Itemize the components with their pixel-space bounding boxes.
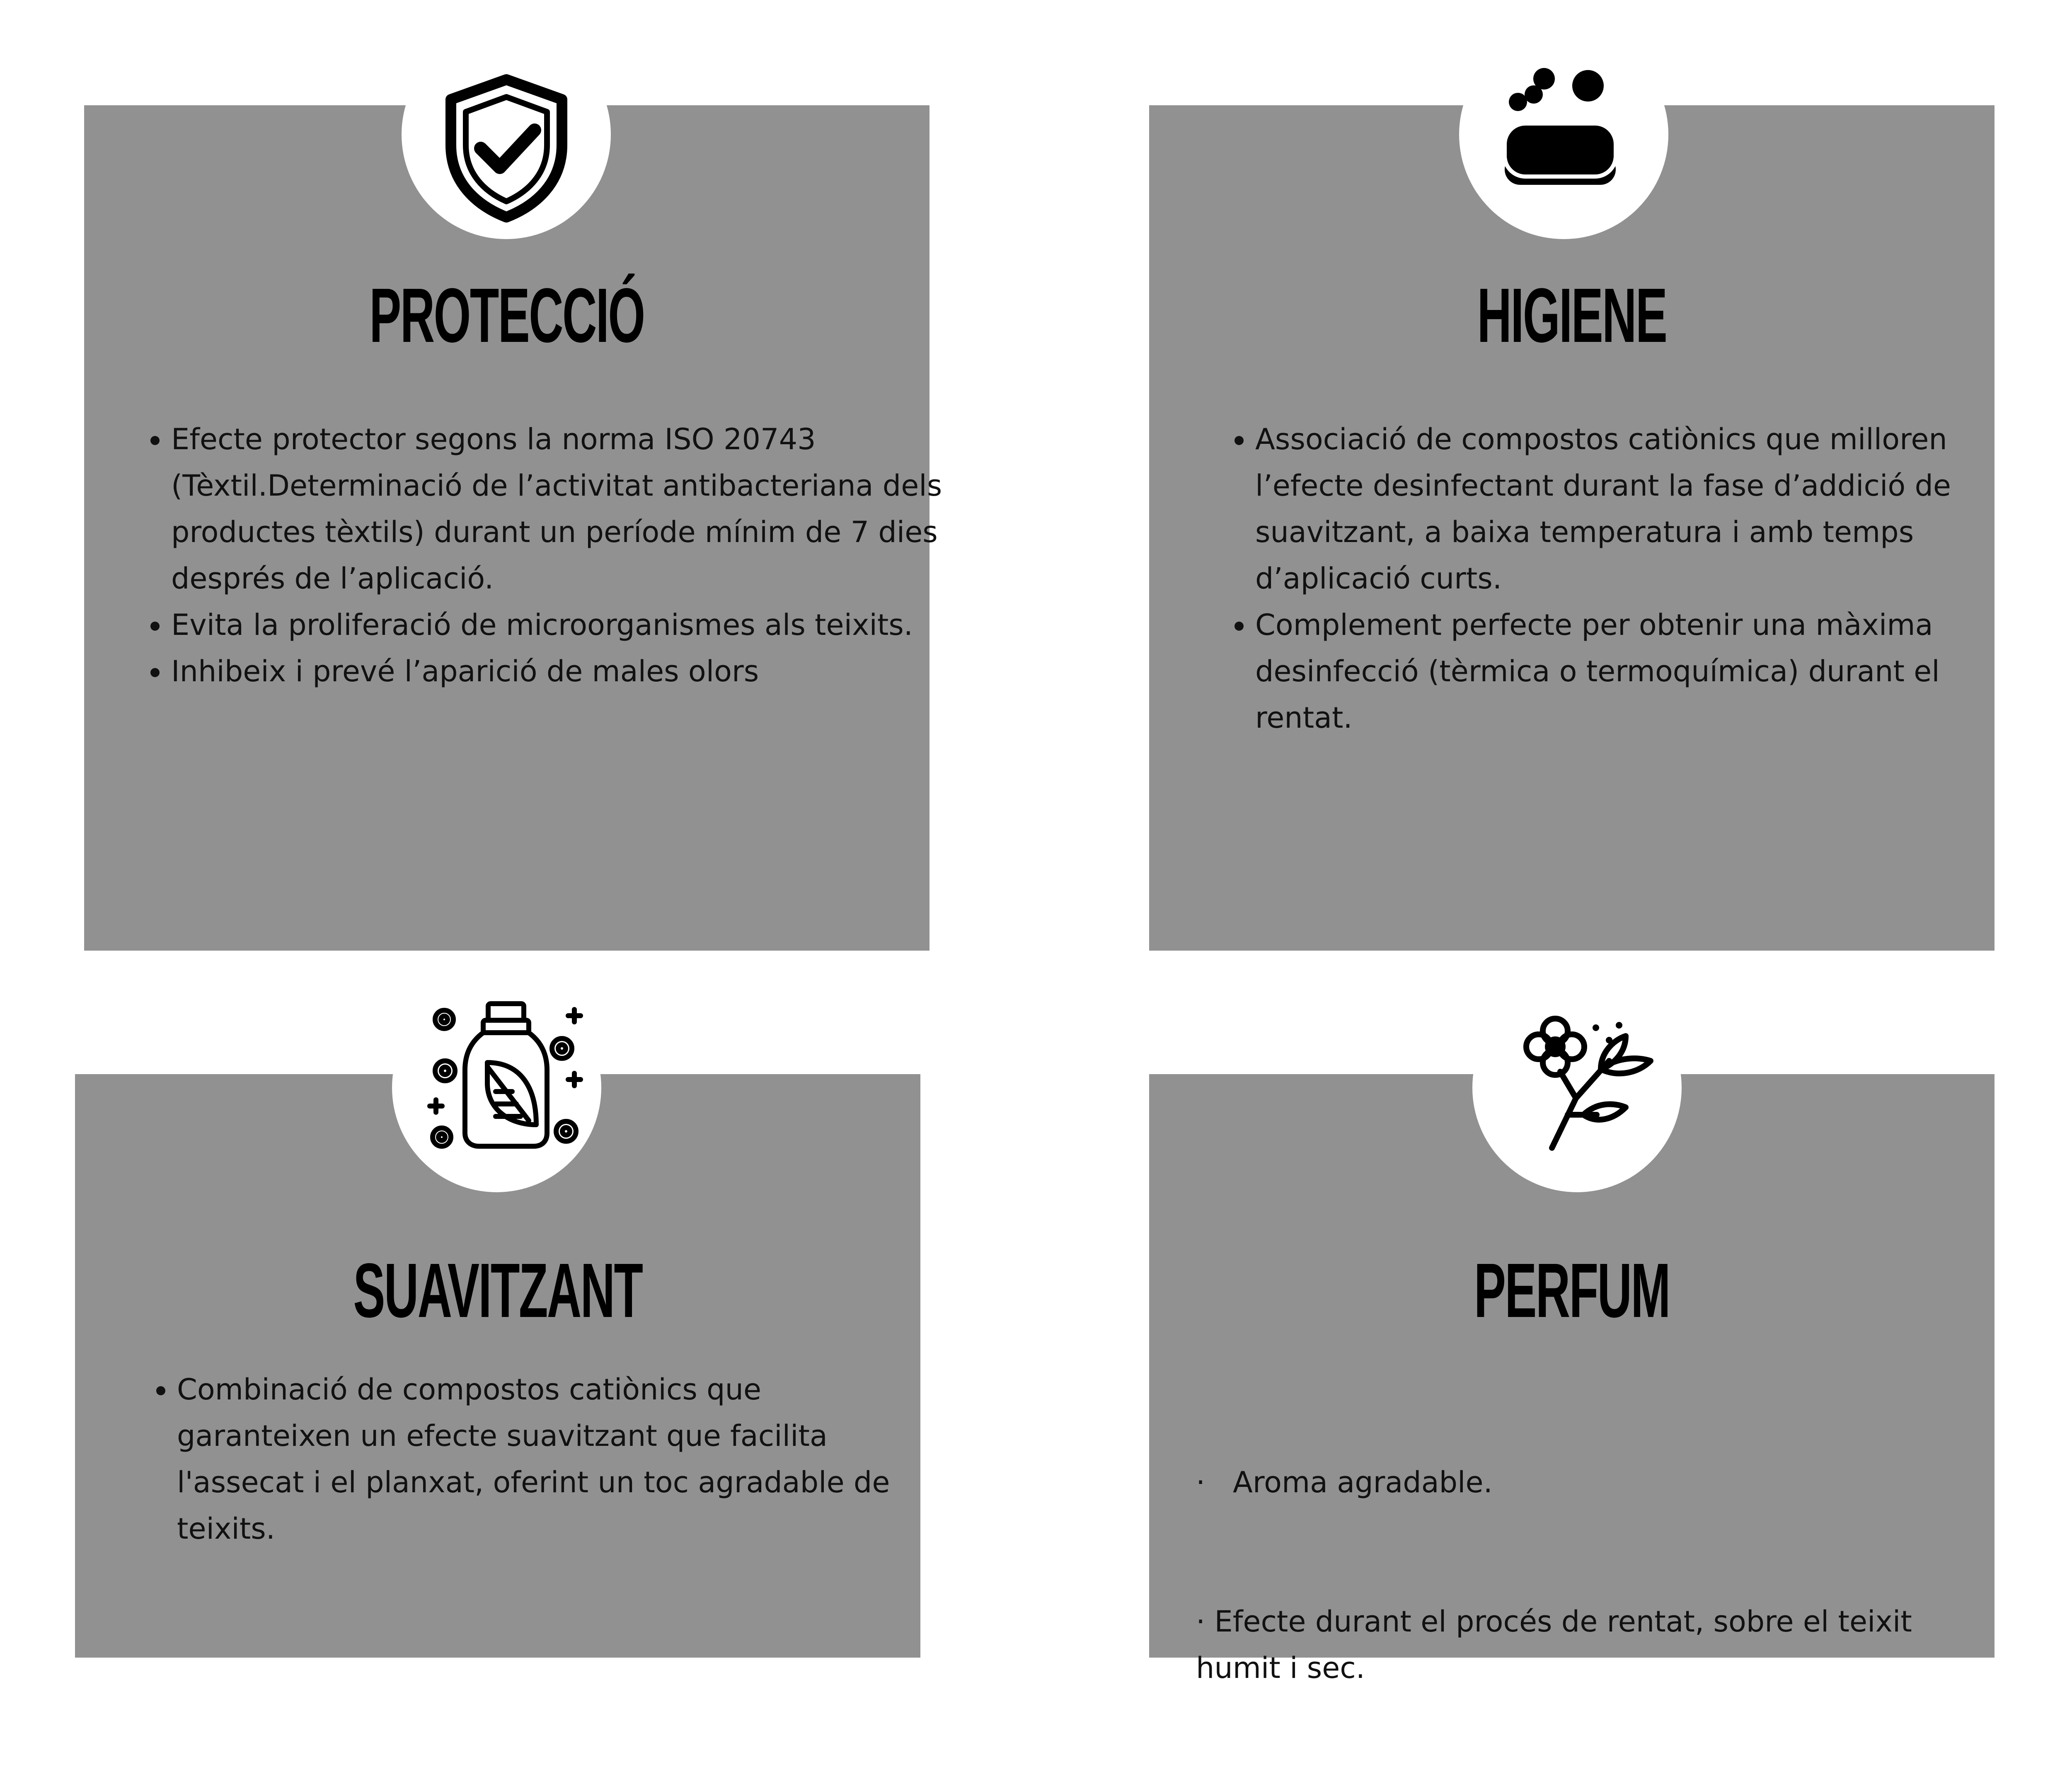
card-list-suavitzant — [150, 1366, 939, 1552]
flower-branch-icon — [1506, 1011, 1663, 1160]
icon-badge-proteccio — [402, 30, 611, 239]
list-item: • Efecte protector segons la norma ISO 20743 (Tèxtil.Determinació de l’activitat antibacteriana dels productes tèxtils) durant un període mínim de 7 dies després de l’aplicació. — [171, 416, 946, 602]
icon-badge-higiene — [1459, 30, 1668, 239]
list-item: • Evita la proliferació de microorganismes als teixits. — [171, 602, 946, 648]
shield-check-icon — [444, 74, 569, 223]
list-item: • Associació de compostos catiònics que milloren l’efecte desinfectant durant la fase d’addició de suavitzant, a baixa temperatura i amb temps d’aplicació curts. — [1255, 416, 2014, 602]
card-title-proteccio: PROTECCIÓ — [369, 273, 644, 358]
icon-badge-perfum — [1472, 983, 1682, 1192]
soap-bubbles-icon — [1491, 64, 1641, 213]
card-list-proteccio — [144, 416, 946, 695]
text-line: · Efecte durant el procés de rentat, sobre el teixit humit i sec. — [1196, 1605, 1922, 1685]
icon-badge-suavitzant — [392, 983, 601, 1192]
card-lines-perfum — [1196, 1366, 1975, 1784]
text-line: · Aroma agradable. — [1196, 1465, 1493, 1499]
card-title-suavitzant: SUAVITZANT — [353, 1248, 642, 1334]
list-item: • Combinació de compostos catiònics que garanteixen un efecte suavitzant que facilita l'assecat i el planxat, oferint un toc agradable de teixits. — [177, 1366, 939, 1552]
card-list-higiene — [1228, 416, 2014, 741]
softener-bottle-icon — [425, 1000, 583, 1158]
list-item: • Inhibeix i prevé l’aparició de males olors — [171, 648, 946, 695]
card-title-perfum: PERFUM — [1474, 1248, 1670, 1334]
list-item: • Complement perfecte per obtenir una màxima desinfecció (tèrmica o termoquímica) durant el rentat. — [1255, 602, 2014, 741]
card-title-higiene: HIGIENE — [1477, 273, 1667, 358]
